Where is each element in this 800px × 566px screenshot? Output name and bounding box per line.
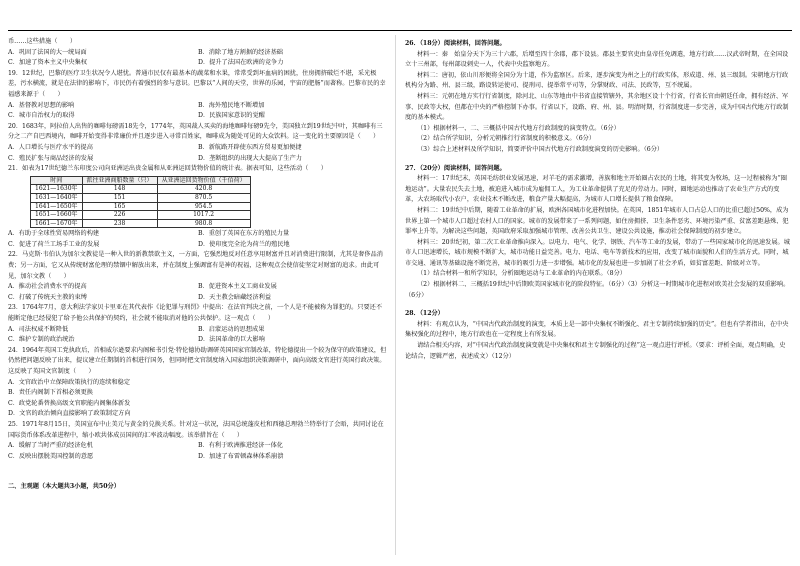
q24-stem: 24．1964年英国工党执政后，首相威尔逊要求内阁秘书引党·特伦德协助调研英国国家官制改革，特伦德提出一个较为保守的政策建议，但仍然把问题反映了出来，提议建立任期制的首相进行国务，但同时把文官制度纳入国家组织决策调研中，面向高级文官进行英国行政决策。这反映了英国文官制度（ ） bbox=[8, 346, 387, 375]
q27-heading: 27．（20分）阅读材料，回答问题。 bbox=[405, 164, 506, 172]
table-cell: 954.5 bbox=[157, 202, 250, 211]
table-cell: 1621—1630年 bbox=[31, 185, 83, 194]
table-row bbox=[31, 211, 251, 220]
table-cell: 870.5 bbox=[157, 193, 250, 202]
q27-question-1: （1）结合材料一和所学知识，分析圈地运动与工业革命的内在联系。（8分） bbox=[417, 270, 626, 278]
q25-option-d[interactable]: D．加速了布雷顿森林体系崩溃 bbox=[198, 452, 284, 460]
q18-option-b[interactable]: B．消除了地方割据的经济基础 bbox=[198, 48, 283, 56]
table-cell: 148 bbox=[82, 185, 157, 194]
table-cell: 1651—1660年 bbox=[31, 211, 83, 220]
q19-option-d[interactable]: D．民族国家意识的觉醒 bbox=[198, 112, 265, 120]
table-cell: 1641—1650年 bbox=[31, 202, 83, 211]
q25-stem: 25．1971年8月15日，美国宣布中止美元与黄金的兑换关系。针对这一状况，法国总统蓬皮杜和西德总理勃兰特举行了会晤，共同讨论在国际货币体系改革进程中，缩小欧共体成员国间的汇率波动幅度。该举措旨在（ ） bbox=[8, 420, 384, 439]
q24-option-a[interactable]: A．文官政治中立保障政策执行的连续和稳定 bbox=[8, 378, 131, 386]
q22-option-c[interactable]: C．打破了传统天主教的束缚 bbox=[8, 293, 87, 301]
q25-option-a[interactable]: A．缓解了当时严重的经济危机 bbox=[8, 442, 93, 450]
table-header: 派往亚洲商船数量（只） bbox=[82, 176, 157, 185]
q27-material-3: 材料三：20世纪初，第二次工业革命推向深入。以电力、电气、化学、钢铁、汽车等工业的发展，带动了一些国家城市化的迅速发展。城市人口迅速增长，城市规模不断扩大，城市功能日益完善。电力、电话、电车等新技术的应用，改变了城市面貌和人们的生活方式。同时，城市交通、通讯等基础设施不断完善，城市的吸引力进一步增强。城市化的发展也进一步加剧了社会矛盾，如贫富差距、阶级对立等。 bbox=[405, 238, 790, 267]
q26-material-3: 材料三：元朝在地方实行行省制度，除河北、山东等地由中书省直接管辖外，其余地区设十个行省，行省长官由朝廷任命，拥有经济、军事、民政等大权，但都在中央的严格控制下办事。行省以下，设路、府、州、县。明清时期，行省制度进一步完善，成为中国古代地方行政制度的基本模式。 bbox=[405, 92, 789, 122]
q26-heading: 26．（18分）阅读材料，回答问题。 bbox=[405, 40, 506, 47]
q20-option-d[interactable]: D．垄断组织的出现大大提高了生产力 bbox=[198, 154, 302, 162]
q21-stem: 21．如表为17世纪德兰东印度公司向亚洲运出贵金属和从亚洲运回货物价值的统计表。据表可知，这些活动（ ） bbox=[8, 165, 327, 173]
q19-option-a[interactable]: A．基督教对思想的影响 bbox=[8, 101, 75, 109]
q23-stem: 23．1764年7月，意大利法学家贝卡里亚在其代表作《论犯罪与刑罚》中提出：在法官判决之前，一个人是不能被称为罪犯的。只要还不能断定他已经侵犯了给予他公共保护的契约，社会就不能取消对他的公共保护。这一观点（ ） bbox=[8, 304, 383, 323]
q26-question-3: （3）综合上述材料及所学知识，简要评价中国古代地方行政制度演变的历史影响。（6分） bbox=[417, 145, 664, 153]
q21-option-b[interactable]: B．重创了英国在东方的殖民力量 bbox=[198, 230, 290, 238]
q26-material-1: 材料一：秦 始皇分天下为三十六郡，后增至四十余郡，郡下设县。郡县主要官吏由皇帝任免调遣，地方行政……汉武帝时期，在全国设立十三州部，每州部设刺史一人，代表中央监察地方。 bbox=[405, 50, 789, 69]
q27-material-2: 材料二：19世纪中后期，随着工业革命的扩展，欧洲各国城市化进程加快。在英国，1851年城市人口占总人口的比重已超过50%，成为世界上第一个城市人口超过农村人口的国家。城市的发展带来了一系列问题，如住房拥挤、卫生条件恶劣、环境污染严重、贫富差距悬殊、犯罪率上升等。为解决这些问题，英国政府采取加强城市管理、改善公共卫生、建设公共设施，推动社会保障制度的初步建立。 bbox=[405, 206, 789, 236]
q23-option-c[interactable]: C．维护专制的政治统治 bbox=[8, 336, 75, 344]
q23-option-d[interactable]: D．法国革命的巨大影响 bbox=[198, 336, 265, 344]
table-cell: 1631—1640年 bbox=[31, 193, 83, 202]
q24-option-c[interactable]: C．政党轮番替换高级文官职能内阁集体新发 bbox=[8, 399, 131, 407]
q20-stem: 20．1683年，阿拉伯人出售的咖啡每磅需18先令，1774年，英国裁人买卖的海地咖啡每磅9先令，美国独立到19世纪中叶，其咖啡有三分之二产自巴西境内，咖啡开始变得非常廉价并且逐步进入寻常百姓家，咖啡成为随处可见的大众饮料。这一变化的主要原因是（ ） bbox=[8, 122, 383, 141]
top-rule bbox=[8, 30, 792, 31]
table-row bbox=[31, 185, 251, 194]
q18-option-c[interactable]: C．加速了资本主义中央集权 bbox=[8, 59, 87, 67]
q22-stem: 22．马克斯·韦伯认为加尔文教徒是一种入世的新教禁欲主义，一方面，它强烈地反对任意享用财富并且对消费进行限制，尤其是奢侈品消费；另一方面，它又从传统财富伦理的禁锢中解放出来，并在制度上强调富有是神的祝福，这种观点会使信徒坚定对财富的追求。由此可见，加尔文教（ ） bbox=[8, 251, 383, 280]
q21-options bbox=[8, 229, 388, 250]
q18-option-d[interactable]: D．提升了法国在欧洲的竞争力 bbox=[198, 59, 284, 67]
table-header: 从亚洲运回货物价值（千佰荷） bbox=[157, 176, 250, 185]
q23-options bbox=[8, 325, 388, 346]
q18-option-a[interactable]: A．巩固了法国的大一统局面 bbox=[8, 48, 87, 56]
right-column bbox=[405, 37, 790, 362]
left-column bbox=[8, 37, 388, 493]
q22-option-a[interactable]: A．推动社会消费水平的提高 bbox=[8, 283, 87, 291]
q25-option-c[interactable]: C．反映出摆脱美国控制的意愿 bbox=[8, 452, 94, 460]
q23-option-a[interactable]: A．司法权威不断降低 bbox=[8, 325, 69, 333]
table-header: 时间 bbox=[31, 176, 83, 185]
q19-option-c[interactable]: C．城市自治权力的取得 bbox=[8, 112, 75, 120]
q22-option-d[interactable]: D．天主教会暗藏经济利益 bbox=[198, 293, 272, 301]
table-cell: 1017.2 bbox=[157, 211, 250, 220]
spacer bbox=[405, 156, 790, 162]
q22-options bbox=[8, 282, 388, 303]
q20-option-c[interactable]: C．殖民扩张与商品经济的发展 bbox=[8, 154, 94, 162]
table-header-row bbox=[31, 176, 251, 185]
q22-option-b[interactable]: B．促进资本主义工商业发展 bbox=[198, 283, 277, 291]
q18-options bbox=[8, 48, 388, 69]
table-cell: 420.8 bbox=[157, 185, 250, 194]
table-row bbox=[31, 219, 251, 228]
column-divider bbox=[395, 35, 396, 555]
table-cell: 226 bbox=[82, 211, 157, 220]
table-row bbox=[31, 193, 251, 202]
table-row bbox=[31, 202, 251, 211]
table-cell: 1661—1670年 bbox=[31, 219, 83, 228]
spacer bbox=[405, 301, 790, 307]
q21-option-c[interactable]: C．促进了荷兰工场手工业的发展 bbox=[8, 240, 100, 248]
q28-material: 材料：有观点认为，“中国古代政治制度的演变，本质上是一部中央集权不断强化、君主专制持续加强的历史”。但也有学者指出，在中央集权强化的过程中，地方行政也在一定程度上有所发展。 bbox=[405, 320, 789, 339]
section-heading: 二、主观题（本大题共3小题，共50分） bbox=[8, 483, 120, 491]
table-cell: 238 bbox=[82, 219, 157, 228]
q28-task: 请结合相关内容，对“中国古代政治制度演变就是中央集权和君主专制强化的过程”这一观点进行评析。（要求：评析全面，观点明确，史论结合，逻辑严密，表述成文）（12分） bbox=[405, 342, 786, 360]
q20-options bbox=[8, 143, 388, 164]
q25-option-b[interactable]: B．有利于欧洲推进经济一体化 bbox=[198, 442, 283, 450]
q26-material-2: 材料二：唐初，依山川形便将全国分为十道，作为监察区。后来，逐步演变为州之上的行政实体，形成道、州、县三级制。宋朝地方行政机构分为路、州、县三级，路设转运使司、提刑司、提举常平司等，分掌财政、司法、民政等，互不统属。 bbox=[405, 71, 789, 90]
q19-options bbox=[8, 101, 388, 122]
table-cell: 165 bbox=[82, 202, 157, 211]
table-cell: 980.8 bbox=[157, 219, 250, 228]
q24-option-b[interactable]: B．责任内阁制下首相必须更换 bbox=[8, 389, 93, 397]
q27-question-2: （2）根据材料二、三概括19世纪中后期欧美国家城市化的阶段特征。（6分）（3）分析这一时期城市化进程对欧美社会发展的双重影响。（6分） bbox=[405, 281, 790, 299]
q18-continuation: 币……这些措施（ ） bbox=[8, 38, 77, 45]
q26-question-2: （2）结合所学知识，分析元朝推行行省制度的积极意义。（6分） bbox=[417, 135, 596, 143]
q21-option-a[interactable]: A．有助于全球性贸易网络的构建 bbox=[8, 230, 100, 238]
q24-option-d[interactable]: D．文官的政治倾向直接影响了政策制定方向 bbox=[8, 410, 131, 418]
q25-options bbox=[8, 441, 388, 462]
q28-heading: 28．（12分） bbox=[405, 310, 444, 318]
q19-option-b[interactable]: B．海外殖民地不断增加 bbox=[198, 101, 265, 109]
q26-question-1: （1）根据材料一、二、三概括中国古代地方行政制度的演变特点。（6分） bbox=[417, 124, 620, 132]
q27-material-1: 材料一：17世纪末，英国毛纺织业发展迅速，对羊毛的需求激增，善族和地主开始圈占农民的土地，将其变为牧场，这一过程被称为“圈地运动”。大量农民失去土地，被迫进入城市成为雇佣工人，为工业革命提供了充足的劳动力。同时，圈地运动也推动了农业生产方式的变革，大农场取代小农户，农业技术不断改进，粮食产量大幅提高，为城市人口增长提供了粮食保障。 bbox=[405, 175, 787, 204]
table-cell: 151 bbox=[82, 193, 157, 202]
q20-option-b[interactable]: B．新航路开辟使东西方贸易更加便捷 bbox=[198, 143, 302, 151]
q21-table bbox=[30, 176, 251, 229]
q20-option-a[interactable]: A．人口增长与医疗水平的提高 bbox=[8, 143, 93, 151]
q23-option-b[interactable]: B．启蒙运动的思想成果 bbox=[198, 325, 265, 333]
q21-option-d[interactable]: D．使印度完全沦为荷兰的殖民地 bbox=[198, 240, 290, 248]
q19-stem: 19．12世纪，巴黎的医疗卫生状况令人堪忧。普通市民仅有最基本的蔬菜和水果，常常受到坏血病的困扰，住房拥挤破烂不堪，采光极差，污水横流，就是在法律的影响下，市民仍有着强烈的参与意识。巴黎以“人间的天堂，世界的乐园，宇宙的肥肠”而著称。巴黎市民的幸福感来源于（ ） bbox=[8, 69, 386, 98]
